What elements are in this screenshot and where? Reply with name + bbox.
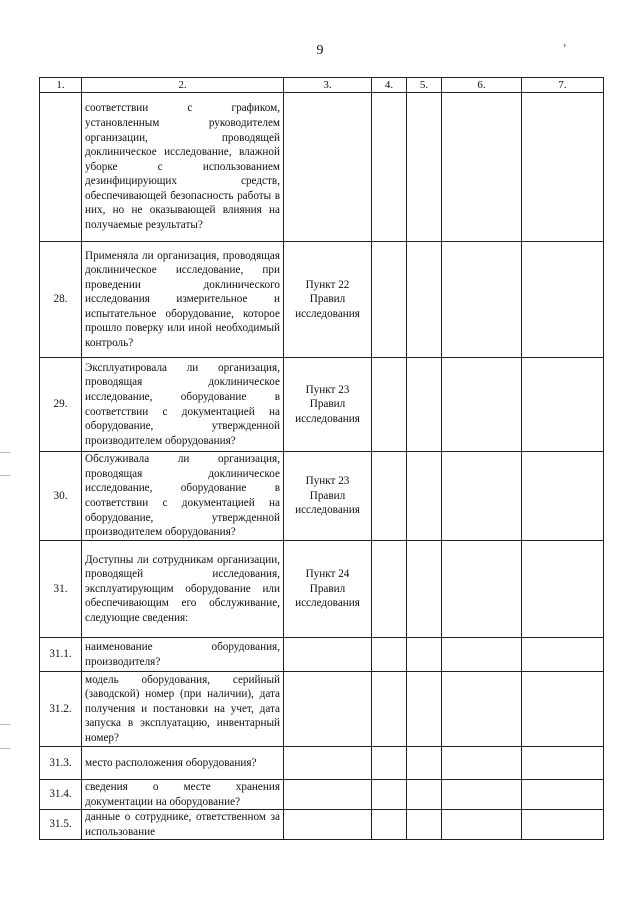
remarks-cell — [522, 541, 604, 638]
answer-na-cell — [442, 541, 522, 638]
item-number-cell: 31.3. — [40, 747, 82, 780]
remarks-cell — [522, 638, 604, 672]
page-number: 9 — [316, 43, 324, 58]
table-row — [40, 747, 604, 780]
table-row — [40, 452, 604, 541]
question-cell: наименование оборудования, производителя? — [82, 638, 284, 672]
item-number-cell: 31. — [40, 541, 82, 638]
answer-yes-cell — [372, 242, 407, 358]
table-row — [40, 638, 604, 672]
requirement-cell — [284, 93, 372, 242]
question-cell: Обслуживала ли организация, проводящая доклиническое исследование, оборудование в соответствии с документацией на оборудование, утвержденной производителем оборудования? — [82, 452, 284, 541]
item-number-cell: 31.5. — [40, 810, 82, 840]
answer-na-cell — [442, 452, 522, 541]
question-cell: данные о сотруднике, ответственном за использование — [82, 810, 284, 840]
question-cell: Применяла ли организация, проводящая доклиническое исследование, при проведении доклинического исследования измерительное и испытательное оборудование, которое прошло поверку или иной необходимый контроль? — [82, 242, 284, 358]
scan-artifact — [0, 452, 10, 453]
item-number-cell: 31.2. — [40, 672, 82, 747]
answer-no-cell — [407, 452, 442, 541]
requirement-cell: Пункт 23 Правил исследования — [284, 358, 372, 452]
answer-na-cell — [442, 638, 522, 672]
requirement-cell — [284, 672, 372, 747]
question-cell: соответствии с графиком, установленным руководителем организации, проводящей доклиническое исследование, влажной уборке с использованием дезинфицирующих средств, обеспечивающей безопасность работы в них, но не оказывающей влияния на получаемые результаты? — [82, 93, 284, 242]
column-header: 4. — [372, 78, 407, 93]
requirement-cell — [284, 780, 372, 810]
scan-artifact — [0, 724, 10, 725]
question-cell: Доступны ли сотрудникам организации, проводящей исследования, эксплуатирующим оборудование или обеспечивающим его обслуживание, следующие сведения: — [82, 541, 284, 638]
item-number-cell: 31.4. — [40, 780, 82, 810]
remarks-cell — [522, 242, 604, 358]
scan-artifact — [0, 475, 10, 476]
answer-yes-cell — [372, 780, 407, 810]
answer-no-cell — [407, 93, 442, 242]
table-row — [40, 780, 604, 810]
question-cell: место расположения оборудования? — [82, 747, 284, 780]
table-row — [40, 242, 604, 358]
answer-no-cell — [407, 638, 442, 672]
answer-na-cell — [442, 358, 522, 452]
table-header-row — [40, 78, 604, 93]
requirement-cell: Пункт 23 Правил исследования — [284, 452, 372, 541]
requirement-cell — [284, 810, 372, 840]
answer-na-cell — [442, 672, 522, 747]
answer-na-cell — [442, 747, 522, 780]
table-row — [40, 93, 604, 242]
answer-yes-cell — [372, 541, 407, 638]
remarks-cell — [522, 358, 604, 452]
column-header: 6. — [442, 78, 522, 93]
answer-no-cell — [407, 672, 442, 747]
answer-na-cell — [442, 93, 522, 242]
item-number-cell: 30. — [40, 452, 82, 541]
answer-no-cell — [407, 747, 442, 780]
answer-yes-cell — [372, 452, 407, 541]
table-row — [40, 358, 604, 452]
answer-yes-cell — [372, 672, 407, 747]
answer-no-cell — [407, 358, 442, 452]
remarks-cell — [522, 810, 604, 840]
checklist-table — [39, 77, 604, 840]
question-cell: сведения о месте хранения документации на оборудование? — [82, 780, 284, 810]
column-header: 1. — [40, 78, 82, 93]
table-row — [40, 541, 604, 638]
remarks-cell — [522, 747, 604, 780]
scan-artifact — [0, 748, 10, 749]
requirement-cell: Пункт 24 Правил исследования — [284, 541, 372, 638]
answer-no-cell — [407, 810, 442, 840]
requirement-cell — [284, 747, 372, 780]
answer-na-cell — [442, 242, 522, 358]
answer-no-cell — [407, 780, 442, 810]
item-number-cell: 31.1. — [40, 638, 82, 672]
column-header: 2. — [82, 78, 284, 93]
column-header: 5. — [407, 78, 442, 93]
table-row — [40, 810, 604, 840]
item-number-cell: 29. — [40, 358, 82, 452]
column-header: 3. — [284, 78, 372, 93]
item-number-cell — [40, 93, 82, 242]
remarks-cell — [522, 452, 604, 541]
remarks-cell — [522, 780, 604, 810]
item-number-cell: 28. — [40, 242, 82, 358]
remarks-cell — [522, 672, 604, 747]
answer-yes-cell — [372, 747, 407, 780]
requirement-cell: Пункт 22 Правил исследования — [284, 242, 372, 358]
column-header: 7. — [522, 78, 604, 93]
question-cell: Эксплуатировала ли организация, проводящая доклиническое исследование, оборудование в соответствии с документацией на оборудование, утвержденной производителем оборудования? — [82, 358, 284, 452]
answer-no-cell — [407, 541, 442, 638]
requirement-cell — [284, 638, 372, 672]
answer-no-cell — [407, 242, 442, 358]
answer-yes-cell — [372, 638, 407, 672]
scan-corner-mark: › — [563, 40, 567, 51]
answer-na-cell — [442, 780, 522, 810]
answer-yes-cell — [372, 93, 407, 242]
question-cell: модель оборудования, серийный (заводской) номер (при наличии), дата получения и постановки на учет, дата запуска в эксплуатацию, инвентарный номер? — [82, 672, 284, 747]
answer-yes-cell — [372, 358, 407, 452]
table-row — [40, 672, 604, 747]
answer-na-cell — [442, 810, 522, 840]
remarks-cell — [522, 93, 604, 242]
answer-yes-cell — [372, 810, 407, 840]
